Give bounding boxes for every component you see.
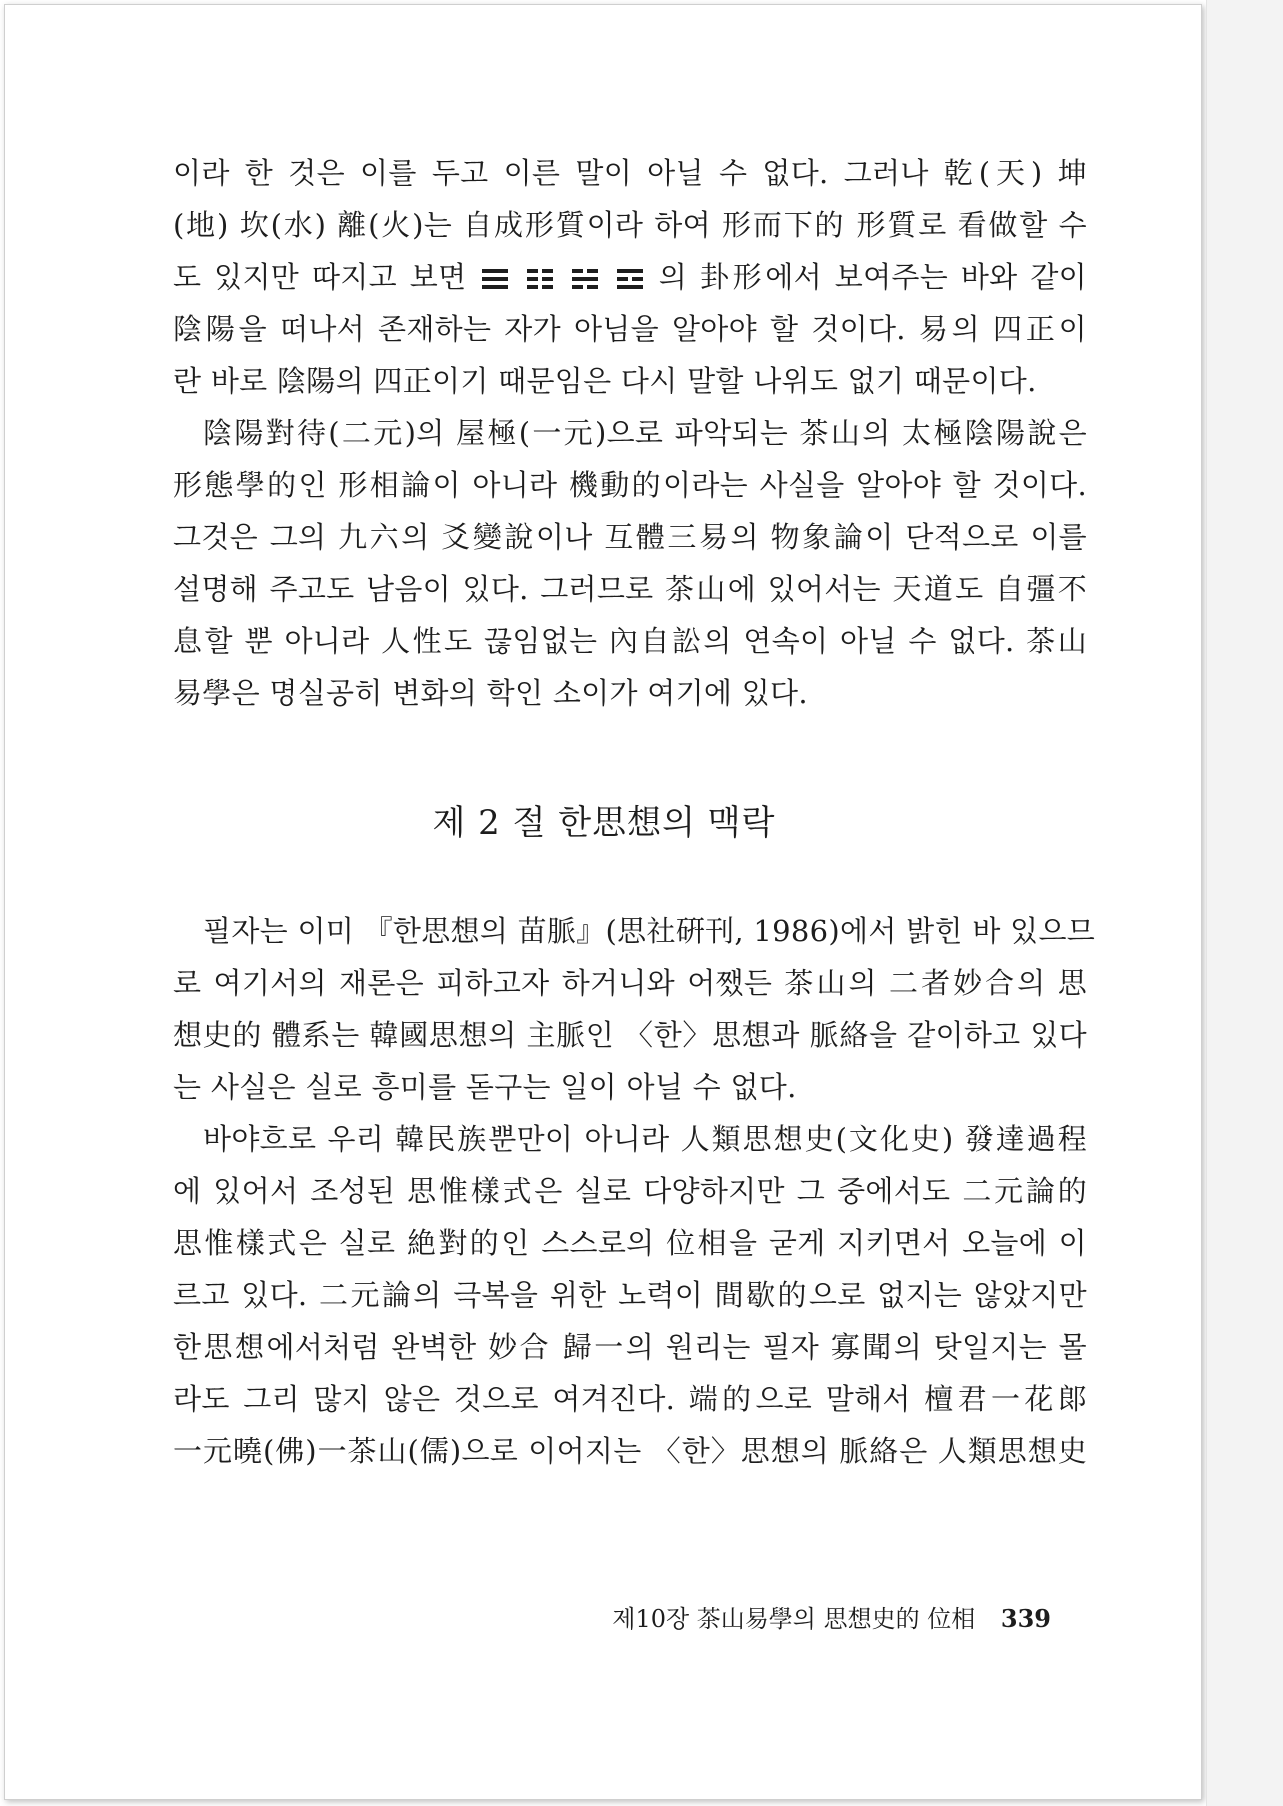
text-line: 라도 그리 많지 않은 것으로 여겨진다. 端的으로 말해서 檀君一花郞 [173, 1382, 1087, 1416]
text-line: 易學은 명실공히 변화의 학인 소이가 여기에 있다. [173, 676, 808, 710]
paragraph-4 [173, 1113, 1087, 1477]
text-line: 르고 있다. 二元論의 극복을 위한 노력이 間歇的으로 없지는 않았지만 [173, 1278, 1087, 1312]
text-line: 필자는 이미 『한思想의 苗脈』(思社硏刊, 1986)에서 밝힌 바 있으므 [203, 914, 1096, 948]
trigram-symbols [479, 260, 659, 294]
text-line: 思惟樣式은 실로 絶對的인 스스로의 位相을 굳게 지키면서 오늘에 이 [173, 1226, 1087, 1260]
upper-text-block [173, 147, 1087, 719]
text-line: 란 바로 陰陽의 四正이기 때문임은 다시 말할 나위도 없기 때문이다. [173, 364, 1037, 398]
text-line: 想史的 體系는 韓國思想의 主脈인 〈한〉思想과 脈絡을 같이하고 있다 [173, 1018, 1087, 1052]
trigram-li-icon [617, 268, 643, 290]
chapter-title: 제10장 茶山易學의 思想史的 位相 [612, 1605, 976, 1633]
text-line: 이라 한 것은 이를 두고 이른 말이 아닐 수 없다. 그러나 乾(天) 坤 [173, 156, 1087, 190]
text-segment: 도 있지만 따지고 보면 [173, 260, 467, 294]
paragraph-2 [173, 407, 1087, 719]
section-heading: 제 2 절 한思想의 맥락 [432, 803, 776, 843]
text-line: 一元曉(佛)一茶山(儒)으로 이어지는 〈한〉思想의 脈絡은 人類思想史 [173, 1434, 1087, 1468]
lower-text-block [173, 905, 1096, 1477]
paragraph-3 [173, 905, 1096, 1113]
text-line: 는 사실은 실로 흥미를 돋구는 일이 아닐 수 없다. [173, 1070, 797, 1104]
text-line: 한思想에서처럼 완벽한 妙合 歸一의 원리는 필자 寡聞의 탓일지는 몰 [173, 1330, 1087, 1364]
text-line: 바야흐로 우리 韓民族뿐만이 아니라 人類思想史(文化史) 發達過程 [203, 1122, 1087, 1156]
text-segment: 의 卦形에서 보여주는 바와 같이 [658, 260, 1087, 294]
trigram-kun-icon [527, 268, 553, 290]
text-line: 설명해 주고도 남음이 있다. 그러므로 茶山에 있어서는 天道도 自彊不 [173, 572, 1087, 606]
text-line: 形態學的인 形相論이 아니라 機動的이라는 사실을 알아야 할 것이다. [173, 468, 1087, 502]
trigram-kan-icon [572, 268, 598, 290]
text-line: 로 여기서의 재론은 피하고자 하거니와 어쨌든 茶山의 二者妙合의 思 [173, 966, 1087, 1000]
text-line: 息할 뿐 아니라 人性도 끊임없는 內自訟의 연속이 아닐 수 없다. 茶山 [173, 624, 1087, 658]
text-line: 陰陽對待(二元)의 屋極(一元)으로 파악되는 茶山의 太極陰陽說은 [203, 416, 1087, 450]
viewer-side-panel [1206, 0, 1283, 1806]
trigram-qian-icon [482, 268, 508, 290]
running-footer [612, 1599, 1051, 1634]
text-line: 陰陽을 떠나서 존재하는 자가 아님을 알아야 할 것이다. 易의 四正이 [173, 312, 1087, 346]
text-line: 에 있어서 조성된 思惟樣式은 실로 다양하지만 그 중에서도 二元論的 [173, 1174, 1087, 1208]
text-line: 그것은 그의 九六의 爻變說이나 互體三易의 物象論이 단적으로 이를 [173, 520, 1087, 554]
paragraph-1 [173, 147, 1087, 407]
book-page [4, 4, 1202, 1800]
text-line-with-trigrams [173, 251, 1087, 303]
page-number: 339 [1000, 1604, 1051, 1633]
text-line: (地) 坎(水) 離(火)는 自成形質이라 하여 形而下的 形質로 看做할 수 [173, 208, 1087, 242]
